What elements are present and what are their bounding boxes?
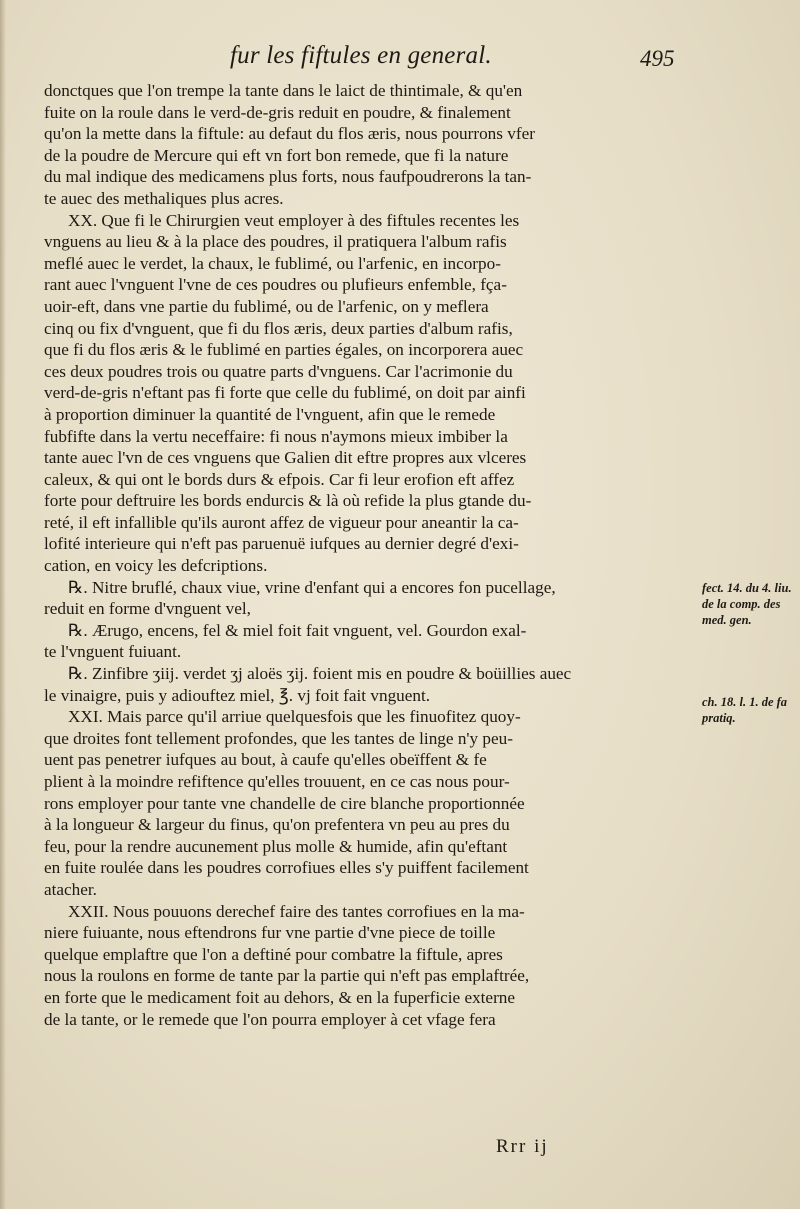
running-head: fur les fiftules en general.: [230, 42, 492, 69]
signature-mark: Rrr ij: [496, 1136, 549, 1157]
text-line: te auec des methaliques plus acres.: [44, 188, 284, 208]
text-line: fuite on la roule dans le verd-de-gris reduit en poudre, & finalement: [44, 102, 511, 122]
text-line: cinq ou fix d'vnguent, que fi du flos æris, deux parties d'album rafis,: [44, 318, 513, 338]
text-line: verd-de-gris n'eftant pas fi forte que celle du fublimé, on doit par ainfi: [44, 383, 526, 403]
text-line: ℞. Nitre bruflé, chaux viue, vrine d'enfant qui a encores fon pucellage,: [68, 577, 556, 597]
page-number: 495: [640, 46, 675, 71]
text-line: caleux, & qui ont le bords durs & efpois. Car fi leur erofion eft affez: [44, 469, 515, 489]
text-line: à la longueur & largeur du finus, qu'on prefentera vn peu au pres du: [44, 815, 510, 835]
margin-note-2: ch. 18. l. 1. de fa pratiq.: [702, 695, 788, 725]
text-line: atacher.: [44, 879, 97, 899]
text-line: XX. Que fi le Chirurgien veut employer à des fiftules recentes les: [68, 210, 520, 230]
text-line: en forte que le medicament foit au dehors, & en la fuperficie externe: [44, 987, 516, 1007]
text-line: vnguens au lieu & à la place des poudres, il pratiquera l'album rafis: [44, 232, 507, 252]
text-line: à proportion diminuer la quantité de l'vnguent, afin que le remede: [44, 404, 496, 424]
text-line: donctques que l'on trempe la tante dans le laict de thintimale, & qu'en: [44, 81, 523, 100]
text-line: niere fuiuante, nous eftendrons fur vne partie d'vne piece de toille: [44, 923, 496, 943]
text-line: que droites font tellement profondes, que les tantes de linge n'y peu-: [44, 728, 513, 748]
text-line: uoir-eft, dans vne partie du fublimé, ou de l'arfenic, on y meflera: [44, 296, 489, 316]
text-line: feu, pour la rendre aucunement plus molle & humide, afin qu'eftant: [44, 836, 508, 856]
text-line: en fuite roulée dans les poudres corrofiues elles s'y puiffent facilement: [44, 858, 529, 878]
text-line: plient à la moindre refiftence qu'elles trouuent, en ce cas nous pour-: [44, 772, 510, 791]
text-line: nous la roulons en forme de tante par la partie qui n'eft pas emplaftrée,: [44, 966, 530, 986]
text-line: XXII. Nous pouuons derechef faire des tantes corrofiues en la ma-: [68, 901, 525, 921]
text-line: cation, en voicy les defcriptions.: [44, 556, 268, 576]
text-line: qu'on la mette dans la fiftule: au defaut du flos æris, nous pourrons vfer: [44, 124, 535, 144]
text-line: le vinaigre, puis y adiouftez miel, ℥. vj foit fait vnguent.: [44, 685, 431, 705]
text-line: du mal indique des medicamens plus forts, nous faufpoudrerons la tan-: [44, 167, 532, 187]
text-line: forte pour deftruire les bords endurcis & là où refide la plus gtande du-: [44, 491, 532, 511]
text-line: uent pas penetrer iufques au bout, à caufe qu'elles obeïffent & fe: [44, 750, 487, 770]
text-line: lofité interieure qui n'eft pas paruenuë iufques au dernier degré d'exi-: [44, 534, 519, 554]
text-line: de la tante, or le remede que l'on pourra employer à cet vfage fera: [44, 1009, 496, 1029]
main-text: [44, 80, 696, 1030]
text-line: tante auec l'vn de ces vnguens que Galien dit eftre propres aux vlceres: [44, 448, 527, 468]
text-line: ℞. Zinfibre ʒiij. verdet ʒj aloës ʒij. foient mis en poudre & boüillies auec: [68, 664, 572, 684]
margin-note-1: fect. 14. du 4. liu. de la comp. des med. gen.: [702, 581, 792, 627]
page-gutter-shadow: [0, 0, 6, 1209]
text-line: de la poudre de Mercure qui eft vn fort bon remede, que fi la nature: [44, 145, 509, 165]
text-line: reté, il eft infallible qu'ils auront affez de vigueur pour aneantir la ca-: [44, 512, 519, 532]
text-line: reduit en forme d'vnguent vel,: [44, 599, 251, 619]
text-line: meflé auec le verdet, la chaux, le fublimé, ou l'arfenic, en incorpo-: [44, 253, 501, 273]
text-line: ℞. Ærugo, encens, fel & miel foit fait vnguent, vel. Gourdon exal-: [68, 620, 527, 640]
text-line: rons employer pour tante vne chandelle de cire blanche proportionnée: [44, 793, 525, 813]
text-line: que fi du flos æris & le fublimé en parties égales, on incorporera auec: [44, 340, 524, 360]
text-line: quelque emplaftre que l'on a deftiné pour combatre la fiftule, apres: [44, 944, 503, 964]
text-line: ces deux poudres trois ou quatre parts d'vnguens. Car l'acrimonie du: [44, 361, 513, 381]
text-line: XXI. Mais parce qu'il arriue quelquesfois que les finuofitez quoy-: [68, 707, 521, 727]
text-line: rant auec l'vnguent l'vne de ces poudres ou plufieurs enfemble, fça-: [44, 275, 507, 295]
text-line: te l'vnguent fuiuant.: [44, 642, 182, 662]
text-line: fubfifte dans la vertu neceffaire: fi nous n'aymons mieux imbiber la: [44, 426, 508, 446]
page-header: [0, 42, 800, 78]
